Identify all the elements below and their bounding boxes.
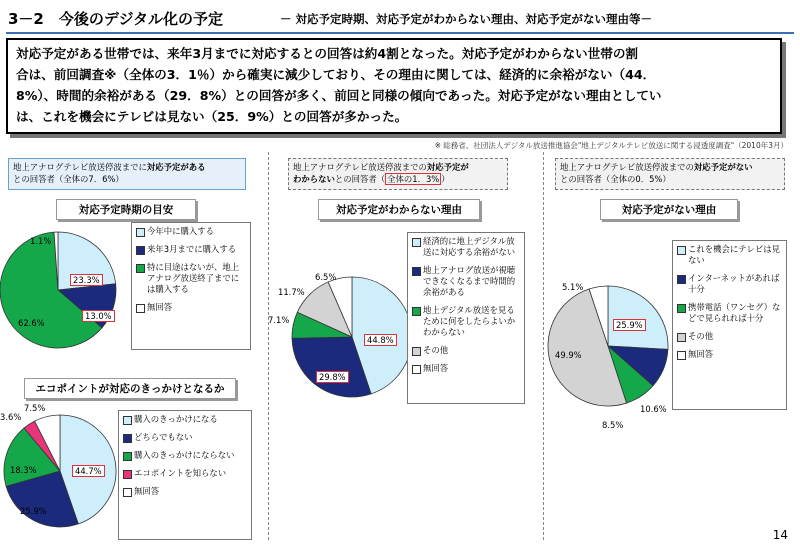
segment-text: ） [441,174,450,184]
pie-value-label: 7.5% [24,403,46,413]
legend-label: インターネットがあれば十分 [688,273,780,294]
legend-label: どちらでもない [134,432,193,442]
legend-label: 来年3月までに購入する [147,244,237,254]
legend-label: 無回答 [688,349,714,359]
legend-item [677,273,782,295]
chart-title: 対応予定がない理由 [600,199,738,220]
legend-label: 今年中に購入する [147,226,214,236]
segment-text: との回答者（全体の0．5%） [560,174,671,184]
segment-bold: わからない [293,174,335,184]
pie-value-label: 25.9% [613,319,646,331]
segment-text: との回答者（ [334,174,386,184]
legend-label: 無回答 [147,302,173,312]
legend-label: エコポイントを知らない [134,468,227,478]
legend-item [677,331,782,342]
pie-value-label: 44.7% [72,465,105,477]
segment-highlight: 全体の1．3% [387,174,440,184]
page-subtitle: － 対応予定時期、対応予定がわからない理由、対応予定がない理由等－ [280,12,652,26]
segment-bold: 対応予定がない [693,162,753,172]
legend-swatch [677,304,686,313]
legend-swatch [677,246,686,255]
pie-value-label: 13.0% [82,310,115,322]
pie-value-label: 62.6% [18,318,45,328]
page-number: 14 [772,528,788,542]
chart-title: エコポイントが対応のきっかけとなるか [24,378,236,399]
pie-value-label: 11.7% [278,287,305,297]
legend-label: 携帯電話（ワンセグ）などで見られれば十分 [688,302,781,323]
pie-value-label: 10.6% [640,404,667,414]
page-title: 3－2 今後のデジタル化の予定 [8,10,223,28]
legend-swatch [677,351,686,360]
pie-slice [608,286,668,349]
legend-label: 購入のきっかけにならない [134,450,235,460]
pie-value-label: 44.8% [364,334,397,346]
segment-bold: 対応予定が [426,162,469,172]
pie-value-label: 8.5% [602,420,624,430]
legend-label: 特に目途はないが、地上アナログ放送終了までには購入する [147,262,240,294]
pie-value-label: 3.6% [0,412,22,422]
pie-value-label: 23.3% [70,274,103,286]
pie-value-label: 6.5% [315,272,337,282]
legend-item [677,244,782,266]
legend-label: これを機会にテレビは見ない [688,244,780,265]
summary-line: 対応予定がある世帯では、来年3月までに対応するとの回答は約4割となった。対応予定がわからない世帯の割 [16,46,639,61]
pie-value-label: 49.9% [555,350,582,360]
legend-swatch [677,275,686,284]
pie-value-label: 25.9% [20,506,47,516]
legend-label: その他 [688,331,714,341]
segment-text: 地上アナログテレビ放送停波までに [13,162,147,172]
chart-title: 対応予定がわからない理由 [318,199,480,220]
summary-line: 合は、前回調査※（全体の3．1％）から確実に減少しており、その理由に関しては、経済的に余裕がない（44． [16,67,656,82]
pie-value-label: 29.8% [316,371,349,383]
legend-label: 無回答 [423,363,449,373]
pie-value-label: 5.1% [562,282,584,292]
legend-label: 地上デジタル放送を見るために何をしたらよいかわからない [423,305,516,337]
summary-line: 8%）、時間的余裕がある（29．8%）との回答が多く、前回と同様の傾向であった。対応予定がない理由としてい [16,88,662,103]
legend-item [677,349,782,360]
segment-text: 地上アナログテレビ放送停波までの [293,162,427,172]
pie-value-label: 18.3% [10,465,37,475]
legend-label: 購入のきっかけになる [134,414,218,424]
chart-title: 対応予定時期の目安 [56,199,196,220]
segment-text: 地上アナログテレビ放送停波までの [560,162,694,172]
source-note: ※ 総務省、社団法人デジタル放送推進協会"地上デジタルテレビ放送に関する浸透度調査"（2010年3月） [434,141,788,150]
legend-label: その他 [423,345,449,355]
legend-label: 経済的に地上デジタル放送に対応する余裕がない [423,236,516,257]
legend-no-plan-reason [672,240,787,410]
summary-line: は、これを機会にテレビは見ない（25．9%）との回答が多かった。 [16,109,408,124]
legend-item [677,302,782,324]
legend-swatch [677,333,686,342]
pie-value-label: 1.1% [30,236,52,246]
legend-label: 地上アナログ放送が視聴できなくなるまで時間的余裕がある [423,265,516,297]
segment-text: との回答者（全体の7．6%） [13,174,124,184]
legend-label: 無回答 [134,486,160,496]
pie-value-label: 7.1% [268,315,290,325]
segment-bold: 対応予定がある [146,162,206,172]
